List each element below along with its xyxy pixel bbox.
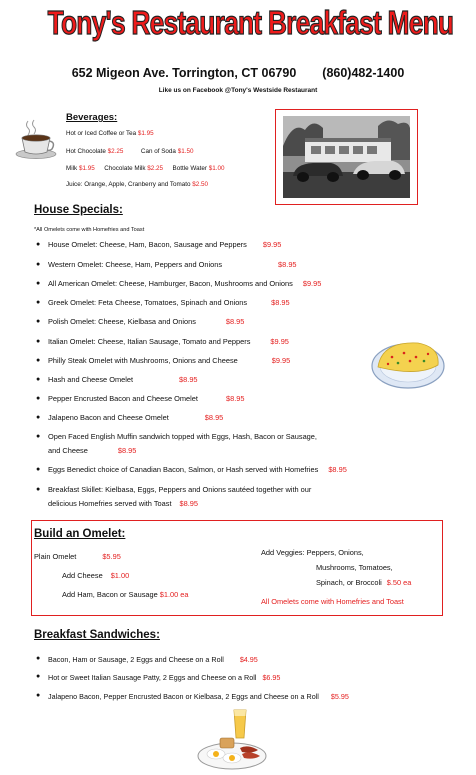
omelet-option: Add Cheese $1.00: [62, 571, 130, 580]
item-price: $8.95: [278, 260, 297, 269]
list-item: ● Jalapeno Bacon, Pepper Encrusted Bacon or Kielbasa, 2 Eggs and Cheese on a Roll $5.95: [36, 692, 349, 701]
omelet-option: Add Ham, Bacon or Sausage $1.00 ea: [62, 590, 189, 599]
beverage-price: $2.25: [147, 165, 164, 172]
item-price: $5.95: [330, 692, 349, 701]
house-specials-heading: House Specials:: [34, 204, 123, 216]
veggie-option: Mushrooms, Tomatoes,: [316, 563, 393, 572]
beverage-label: Chocolate Milk: [104, 165, 146, 172]
list-item: ● Hot or Sweet Italian Sausage Patty, 2 Eggs and Cheese on a Roll $6.95: [36, 673, 281, 682]
item-price: $8.95: [204, 413, 224, 422]
list-item: ● Eggs Benedict choice of Canadian Bacon, Salmon, or Hash served with Homefries $8.95: [36, 465, 347, 474]
list-item: ● Bacon, Ham or Sausage, 2 Eggs and Cheese on a Roll $4.95: [36, 655, 258, 664]
list-item: ● Jalapeno Bacon and Cheese Omelet $8.95: [36, 413, 224, 422]
veggie-option: Spinach, or Broccoli $.50 ea: [316, 578, 412, 587]
beverage-line: [66, 130, 154, 137]
beverage-price: $2.50: [192, 181, 209, 188]
beverage-price: $1.50: [177, 148, 194, 155]
beverage-label: Can of Soda: [140, 148, 176, 155]
beverage-line: [66, 148, 193, 155]
item-price: $8.95: [179, 375, 198, 384]
beverage-line: [66, 181, 208, 188]
beverage-price: $2.25: [107, 148, 124, 155]
beverages-heading: Beverages:: [66, 112, 118, 123]
item-price: $9.95: [271, 356, 291, 365]
omelet-plate-icon: [370, 333, 446, 391]
beverage-label: Juice: Orange, Apple, Cranberry and Tomato: [66, 181, 191, 188]
restaurant-photo: [283, 116, 410, 198]
address: 652 Migeon Ave. Torrington, CT 06790: [71, 66, 297, 80]
beverage-label: Hot Chocolate: [66, 148, 106, 155]
list-item: ● House Omelet: Cheese, Ham, Bacon, Sausage and Peppers $9.95: [36, 240, 282, 249]
item-price: $8.95: [117, 446, 137, 455]
omelet-option: Plain Omelet $5.95: [34, 552, 121, 561]
option-price: $1.00: [110, 571, 130, 580]
restaurant-photo-frame: [275, 109, 418, 205]
beverage-label: Milk: [66, 165, 78, 172]
breakfast-plate-icon: [196, 708, 268, 772]
beverage-label: Hot or Iced Coffee or Tea: [66, 130, 137, 137]
item-price: $6.95: [262, 673, 281, 682]
beverage-price: $1.00: [208, 165, 225, 172]
facebook-note: Like us on Facebook @Tony's Westside Restaurant: [158, 87, 318, 94]
list-item: ● Greek Omelet: Feta Cheese, Tomatoes, Spinach and Onions $8.95: [36, 298, 290, 307]
list-item: ● Breakfast Skillet: Kielbasa, Eggs, Peppers and Onions sautéed together with our delicious Homefries served with Toast $8.95: [36, 485, 312, 508]
list-item: ● Philly Steak Omelet with Mushrooms, Onions and Cheese $9.95: [36, 356, 291, 365]
item-price: $8.95: [328, 465, 347, 474]
omelet-footer-note: All Omelets come with Homefries and Toast: [261, 597, 404, 606]
veggie-option: Add Veggies: Peppers, Onions,: [261, 548, 364, 557]
item-price: $9.95: [302, 279, 322, 288]
option-price: $1.00 ea: [159, 590, 189, 599]
item-price: $4.95: [239, 655, 258, 664]
house-specials-note: *All Omelets come with Homefries and Toast: [34, 227, 145, 233]
beverage-label: Bottle Water: [172, 165, 207, 172]
list-item: ● Western Omelet: Cheese, Ham, Peppers and Onions $8.95: [36, 260, 297, 269]
item-price: $9.95: [270, 337, 289, 346]
address-line: [0, 66, 476, 80]
item-price: $9.95: [262, 240, 282, 249]
menu-title: Tony's Restaurant Breakfast Menu: [47, 4, 454, 41]
item-price: $8.95: [179, 499, 199, 508]
build-omelet-heading: Build an Omelet:: [34, 528, 126, 540]
phone: (860)482-1400: [322, 66, 405, 80]
beverage-line: [66, 165, 224, 172]
item-price: $8.95: [225, 394, 245, 403]
option-price: $5.95: [102, 552, 121, 561]
beverage-price: $1.95: [78, 165, 95, 172]
list-item: ● Open Faced English Muffin sandwich topped with Eggs, Hash, Bacon or Sausage, and Cheese $8.95: [36, 432, 317, 455]
sandwiches-heading: Breakfast Sandwiches:: [34, 629, 160, 641]
item-price: $8.95: [225, 317, 245, 326]
option-price: $.50 ea: [386, 578, 412, 587]
list-item: ● Polish Omelet: Cheese, Kielbasa and Onions $8.95: [36, 317, 245, 326]
item-price: $8.95: [271, 298, 290, 307]
list-item: ● Italian Omelet: Cheese, Italian Sausage, Tomato and Peppers $9.95: [36, 337, 289, 346]
list-item: ● All American Omelet: Cheese, Hamburger, Bacon, Mushrooms and Onions $9.95: [36, 279, 322, 288]
beverage-price: $1.95: [137, 130, 154, 137]
coffee-cup-icon: [14, 118, 58, 160]
list-item: ● Pepper Encrusted Bacon and Cheese Omelet $8.95: [36, 394, 245, 403]
list-item: ● Hash and Cheese Omelet $8.95: [36, 375, 198, 384]
